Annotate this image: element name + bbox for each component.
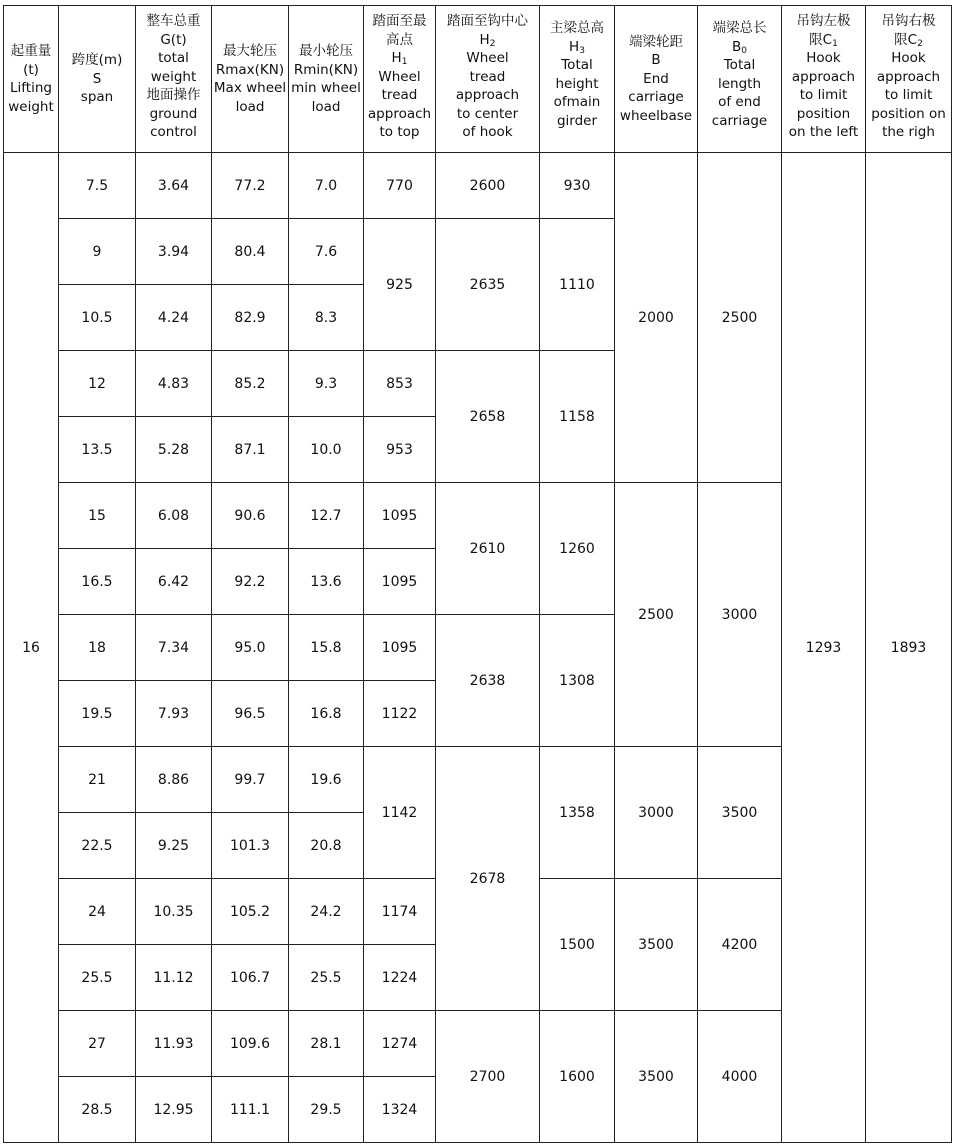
- header-symbol-subscript: 1: [832, 38, 838, 49]
- header-c1: [782, 6, 866, 153]
- h1-cell: 953: [364, 417, 436, 483]
- header-text: 端梁轮距: [629, 33, 683, 50]
- header-text: position: [796, 105, 851, 122]
- weight-cell: 3.64: [136, 153, 212, 219]
- header-text: Lifting: [10, 80, 52, 96]
- header-total-weight: [136, 6, 212, 153]
- header-text: min wheel: [291, 80, 361, 96]
- header-text: span: [80, 89, 114, 106]
- h1-cell: 1224: [364, 945, 436, 1011]
- span-cell: 27: [59, 1011, 136, 1077]
- header-text: Rmax(KN): [215, 61, 285, 78]
- weight-cell: 3.94: [136, 219, 212, 285]
- header-text: 主梁总高: [550, 20, 604, 36]
- h2-cell: 2610: [436, 483, 540, 615]
- span-cell: 9: [59, 219, 136, 285]
- header-text: Total: [723, 57, 756, 73]
- h1-cell: 1324: [364, 1077, 436, 1143]
- header-text: 跨度(m): [71, 52, 123, 69]
- header-symbol-letter: 限C: [894, 31, 918, 48]
- header-text: 最小轮压: [299, 43, 353, 59]
- h2-cell: 2600: [436, 153, 540, 219]
- spec-table: [3, 5, 952, 1143]
- wheelbase-cell: 2000: [615, 153, 698, 483]
- h3-cell: 1500: [540, 879, 615, 1011]
- header-text: girder: [556, 112, 598, 129]
- header-symbol: [866, 31, 951, 50]
- max-load-cell: 90.6: [212, 483, 289, 549]
- header-text: length: [717, 75, 762, 92]
- header-text: B: [651, 52, 661, 69]
- h1-cell: 853: [364, 351, 436, 417]
- header-symbol: [782, 31, 865, 50]
- header-text: approach: [367, 105, 432, 122]
- h1-cell: 1095: [364, 615, 436, 681]
- header-text: 端梁总长: [712, 20, 767, 36]
- end-length-cell: 2500: [698, 153, 782, 483]
- header-text: Rmin(KN): [293, 61, 359, 78]
- h1-cell: 1274: [364, 1011, 436, 1077]
- max-load-cell: 82.9: [212, 285, 289, 351]
- header-text: carriage: [711, 112, 768, 129]
- weight-cell: 6.08: [136, 483, 212, 549]
- weight-cell: 4.83: [136, 351, 212, 417]
- min-load-cell: 7.0: [289, 153, 364, 219]
- h2-cell: 2635: [436, 219, 540, 351]
- h3-cell: 930: [540, 153, 615, 219]
- weight-cell: 9.25: [136, 813, 212, 879]
- h1-cell: 1095: [364, 483, 436, 549]
- header-min-wheel-load: [289, 6, 364, 153]
- weight-cell: 11.93: [136, 1011, 212, 1077]
- header-text: to limit: [799, 87, 848, 103]
- header-h3: [540, 6, 615, 153]
- weight-cell: 8.86: [136, 747, 212, 813]
- min-load-cell: 25.5: [289, 945, 364, 1011]
- header-h1: [364, 6, 436, 153]
- span-cell: 16.5: [59, 549, 136, 615]
- max-load-cell: 77.2: [212, 153, 289, 219]
- header-c2: [866, 6, 952, 153]
- max-load-cell: 101.3: [212, 813, 289, 879]
- h2-cell: 2700: [436, 1011, 540, 1143]
- header-text: 整车总重: [146, 13, 201, 29]
- span-cell: 21: [59, 747, 136, 813]
- header-span: [59, 6, 136, 153]
- header-text: on the left: [788, 124, 859, 140]
- header-symbol-subscript: 2: [489, 38, 496, 49]
- h2-cell: 2658: [436, 351, 540, 483]
- span-cell: 19.5: [59, 681, 136, 747]
- header-text: load: [311, 98, 341, 115]
- header-lifting-weight: [4, 6, 59, 153]
- header-b0: [698, 6, 782, 153]
- header-symbol-letter: H: [569, 38, 580, 55]
- end-length-cell: 4200: [698, 879, 782, 1011]
- min-load-cell: 13.6: [289, 549, 364, 615]
- header-text: to limit: [884, 87, 933, 103]
- header-max-wheel-load: [212, 6, 289, 153]
- h3-cell: 1110: [540, 219, 615, 351]
- header-text: 吊钩右极: [881, 13, 936, 29]
- header-text: End: [643, 70, 669, 87]
- min-load-cell: 20.8: [289, 813, 364, 879]
- weight-cell: 11.12: [136, 945, 212, 1011]
- header-symbol-subscript: 1: [401, 57, 408, 67]
- header-text: Hook: [891, 50, 926, 66]
- max-load-cell: 105.2: [212, 879, 289, 945]
- lifting-weight-cell: 16: [4, 153, 59, 1143]
- header-text: 踏面至钩中心: [447, 13, 528, 29]
- min-load-cell: 16.8: [289, 681, 364, 747]
- header-text: load: [235, 98, 265, 115]
- header-text: control: [150, 124, 197, 140]
- max-load-cell: 80.4: [212, 219, 289, 285]
- header-text: 高点: [386, 31, 413, 48]
- header-text: 地面操作: [146, 87, 201, 103]
- header-symbol: [364, 49, 435, 68]
- max-load-cell: 111.1: [212, 1077, 289, 1143]
- header-text: 起重量: [10, 43, 52, 59]
- wheelbase-cell: 3000: [615, 747, 698, 879]
- min-load-cell: 15.8: [289, 615, 364, 681]
- header-symbol-letter: H: [479, 31, 490, 48]
- header-text: S: [92, 70, 102, 87]
- header-symbol-letter: B: [732, 38, 742, 55]
- h1-cell: 1142: [364, 747, 436, 879]
- h1-cell: 770: [364, 153, 436, 219]
- wheelbase-cell: 3500: [615, 1011, 698, 1143]
- span-cell: 25.5: [59, 945, 136, 1011]
- max-load-cell: 99.7: [212, 747, 289, 813]
- header-text: weight: [150, 68, 197, 85]
- span-cell: 10.5: [59, 285, 136, 351]
- header-text: weight: [8, 98, 54, 115]
- header-text: (t): [23, 61, 39, 78]
- header-text: of end: [718, 94, 761, 110]
- max-load-cell: 92.2: [212, 549, 289, 615]
- span-cell: 24: [59, 879, 136, 945]
- max-load-cell: 87.1: [212, 417, 289, 483]
- hook-right-cell: 1893: [866, 153, 952, 1143]
- header-text: wheelbase: [619, 107, 693, 124]
- min-load-cell: 8.3: [289, 285, 364, 351]
- min-load-cell: 29.5: [289, 1077, 364, 1143]
- weight-cell: 4.24: [136, 285, 212, 351]
- h1-cell: 1122: [364, 681, 436, 747]
- weight-cell: 7.93: [136, 681, 212, 747]
- max-load-cell: 106.7: [212, 945, 289, 1011]
- span-cell: 15: [59, 483, 136, 549]
- weight-cell: 12.95: [136, 1077, 212, 1143]
- h1-cell: 1174: [364, 879, 436, 945]
- h2-cell: 2678: [436, 747, 540, 1011]
- min-load-cell: 7.6: [289, 219, 364, 285]
- h3-cell: 1308: [540, 615, 615, 747]
- header-symbol: [698, 38, 781, 57]
- header-row: [4, 6, 952, 153]
- h2-cell: 2638: [436, 615, 540, 747]
- header-text: approach: [455, 87, 520, 103]
- span-cell: 28.5: [59, 1077, 136, 1143]
- header-text: position on: [871, 105, 946, 122]
- header-symbol: [436, 31, 539, 50]
- header-symbol-letter: H: [391, 50, 402, 66]
- min-load-cell: 12.7: [289, 483, 364, 549]
- max-load-cell: 95.0: [212, 615, 289, 681]
- header-text: Max wheel: [213, 80, 287, 96]
- header-text: tread: [381, 87, 418, 103]
- header-text: to center: [456, 105, 519, 122]
- table-row: [4, 153, 952, 219]
- min-load-cell: 9.3: [289, 351, 364, 417]
- end-length-cell: 3000: [698, 483, 782, 747]
- header-text: Wheel: [466, 50, 509, 66]
- header-text: of hook: [462, 124, 513, 140]
- header-text: height: [555, 75, 599, 92]
- header-text: 吊钩左极: [796, 13, 851, 29]
- header-text: approach: [791, 68, 856, 85]
- header-text: the righ: [882, 124, 935, 140]
- h1-cell: 1095: [364, 549, 436, 615]
- header-symbol-subscript: 2: [917, 38, 923, 49]
- header-text: to top: [379, 124, 420, 140]
- span-cell: 22.5: [59, 813, 136, 879]
- header-text: G(t): [160, 31, 187, 48]
- header-text: tread: [469, 68, 506, 85]
- wheelbase-cell: 3500: [615, 879, 698, 1011]
- header-text: Wheel: [378, 68, 421, 85]
- span-cell: 13.5: [59, 417, 136, 483]
- max-load-cell: 85.2: [212, 351, 289, 417]
- wheelbase-cell: 2500: [615, 483, 698, 747]
- header-text: total: [158, 50, 189, 66]
- header-end-carriage-wheelbase: [615, 6, 698, 153]
- min-load-cell: 10.0: [289, 417, 364, 483]
- end-length-cell: 3500: [698, 747, 782, 879]
- header-text: ofmain: [553, 94, 601, 110]
- header-symbol: [540, 38, 614, 57]
- h3-cell: 1260: [540, 483, 615, 615]
- header-text: Total: [561, 57, 593, 73]
- max-load-cell: 96.5: [212, 681, 289, 747]
- h3-cell: 1358: [540, 747, 615, 879]
- weight-cell: 7.34: [136, 615, 212, 681]
- header-text: 最大轮压: [223, 43, 277, 59]
- span-cell: 18: [59, 615, 136, 681]
- max-load-cell: 109.6: [212, 1011, 289, 1077]
- h3-cell: 1600: [540, 1011, 615, 1143]
- span-cell: 7.5: [59, 153, 136, 219]
- header-text: Hook: [806, 50, 841, 66]
- weight-cell: 5.28: [136, 417, 212, 483]
- end-length-cell: 4000: [698, 1011, 782, 1143]
- header-symbol-subscript: 0: [741, 45, 747, 56]
- header-text: 踏面至最: [372, 13, 427, 29]
- header-text: carriage: [628, 89, 684, 106]
- h1-cell: 925: [364, 219, 436, 351]
- weight-cell: 6.42: [136, 549, 212, 615]
- header-symbol-subscript: 3: [579, 45, 585, 56]
- h3-cell: 1158: [540, 351, 615, 483]
- header-text: ground: [149, 105, 198, 122]
- span-cell: 12: [59, 351, 136, 417]
- header-h2: [436, 6, 540, 153]
- min-load-cell: 24.2: [289, 879, 364, 945]
- min-load-cell: 28.1: [289, 1011, 364, 1077]
- header-symbol-letter: 限C: [809, 31, 833, 48]
- weight-cell: 10.35: [136, 879, 212, 945]
- hook-left-cell: 1293: [782, 153, 866, 1143]
- min-load-cell: 19.6: [289, 747, 364, 813]
- header-text: approach: [876, 68, 941, 85]
